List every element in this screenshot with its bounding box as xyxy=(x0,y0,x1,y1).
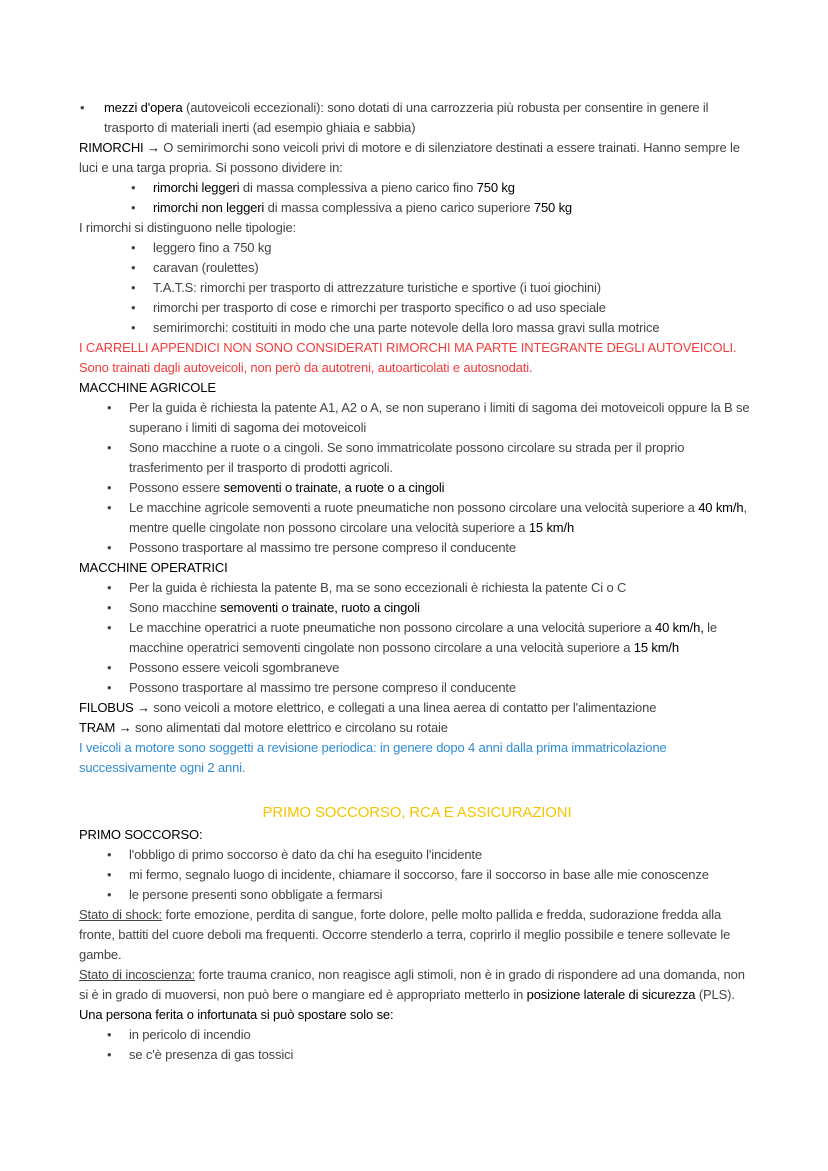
paragraph xyxy=(79,905,755,965)
text: MACCHINE AGRICOLE xyxy=(79,380,216,395)
bullet-icon: • xyxy=(131,280,136,295)
text: leggero fino a 750 kg xyxy=(153,240,272,255)
bullet-icon: • xyxy=(107,680,112,695)
list-item xyxy=(79,178,755,198)
text: , mentre quelle cingolate non possono circolare una velocità superiore a xyxy=(129,500,747,535)
list-item xyxy=(79,278,755,298)
bold-text: semoventi o trainate, a ruote o a cingoli xyxy=(223,480,445,495)
text: Le macchine operatrici a ruote pneumatiche non possono circolare a una velocità superiore a xyxy=(129,620,656,635)
text: rimorchi per trasporto di cose e rimorchi per trasporto specifico o ad uso speciale xyxy=(153,300,606,315)
paragraph xyxy=(79,1005,755,1025)
bullet-icon: • xyxy=(107,500,112,515)
text: sono veicoli a motore elettrico, e collegati a una linea aerea di contatto per l'alimentazione xyxy=(153,700,657,715)
bullet-icon: • xyxy=(107,580,112,595)
paragraph xyxy=(79,698,755,718)
bold-text: posizione laterale di sicurezza xyxy=(526,987,696,1002)
text: mi fermo, segnalo luogo di incidente, chiamare il soccorso, fare il soccorso in base alle mie conoscenze xyxy=(129,867,709,882)
list-item xyxy=(79,885,755,905)
bullet-icon: • xyxy=(107,600,112,615)
bullet-icon: • xyxy=(80,100,85,115)
text: Possono essere veicoli sgombraneve xyxy=(129,660,340,675)
list-item xyxy=(79,578,755,598)
list-item xyxy=(79,845,755,865)
bold-text: 15 km/h xyxy=(633,640,679,655)
paragraph xyxy=(79,218,755,238)
bold-text: rimorchi leggeri xyxy=(153,180,240,195)
text: in pericolo di incendio xyxy=(129,1027,251,1042)
bullet-icon: • xyxy=(107,847,112,862)
list-item xyxy=(79,538,755,558)
bold-text: semoventi o trainate, ruoto a cingoli xyxy=(220,600,420,615)
text: PRIMO SOCCORSO, RCA E ASSICURAZIONI xyxy=(262,804,572,821)
text: I veicoli a motore sono soggetti a revisione periodica: in genere dopo 4 anni dalla prima immatricolazione successivamente ogni 2 anni. xyxy=(79,740,667,775)
list-item xyxy=(79,398,755,438)
text: le persone presenti sono obbligate a fermarsi xyxy=(129,887,383,902)
list-item xyxy=(79,618,755,658)
bold-text: 40 km/h, xyxy=(655,620,704,635)
bold-text: 750 kg xyxy=(476,180,515,195)
bullet-icon: • xyxy=(107,887,112,902)
underlined-label: Stato di incoscienza: xyxy=(79,967,196,982)
bullet-icon: • xyxy=(107,660,112,675)
bullet-icon: • xyxy=(107,867,112,882)
text: di massa complessiva a pieno carico superiore xyxy=(264,200,534,215)
list-item xyxy=(79,298,755,318)
document-page xyxy=(79,98,755,1065)
text: I CARRELLI APPENDICI NON SONO CONSIDERATI RIMORCHI MA PARTE INTEGRANTE DEGLI AUTOVEICOLI. Sono trainati dagli autoveicoli, non però da autotreni, autoarticolati e autosnodati. xyxy=(79,340,737,375)
section-title xyxy=(79,803,755,823)
text: le macchine operatrici semoventi cingolate non possono circolare a una velocità superiore a xyxy=(129,620,717,655)
paragraph xyxy=(79,738,755,778)
text: T.A.T.S: rimorchi per trasporto di attrezzature turistiche e sportive (i tuoi giochini) xyxy=(153,280,601,295)
paragraph xyxy=(79,825,755,845)
bold-text: 750 kg xyxy=(533,200,573,215)
bullet-icon: • xyxy=(107,1027,112,1042)
paragraph xyxy=(79,338,755,378)
text: l'obbligo di primo soccorso è dato da chi ha eseguito l'incidente xyxy=(129,847,482,862)
bullet-icon: • xyxy=(131,200,136,215)
text: Per la guida è richiesta la patente B, ma se sono eccezionali è richiesta la patente Ci o C xyxy=(129,580,627,595)
text: forte trauma cranico, non reagisce agli stimoli, non è in grado di rispondere ad una domanda, non si è in grado di muoversi, non può bere o mangiare ed è appropriato metterlo in xyxy=(79,967,745,1002)
text: Una persona ferita o infortunata si può spostare solo se: xyxy=(79,1007,394,1022)
text: Sono macchine a ruote o a cingoli. Se sono immatricolate possono circolare su strada per il proprio trasferimento per il trasporto di prodotti agricoli. xyxy=(129,440,685,475)
bullet-icon: • xyxy=(107,1047,112,1062)
bullet-icon: • xyxy=(131,300,136,315)
bold-text: rimorchi non leggeri xyxy=(153,200,265,215)
text: caravan (roulettes) xyxy=(153,260,259,275)
bullet-icon: • xyxy=(131,260,136,275)
bold-text: 15 km/h xyxy=(528,520,575,535)
list-item xyxy=(79,438,755,478)
list-item xyxy=(79,238,755,258)
bold-text: TRAM → xyxy=(79,720,136,735)
bullet-icon: • xyxy=(107,480,112,495)
bold-text: RIMORCHI → xyxy=(79,140,164,155)
list-item xyxy=(79,598,755,618)
text: MACCHINE OPERATRICI xyxy=(79,560,228,575)
list-item xyxy=(79,1045,755,1065)
text: Possono essere xyxy=(129,480,224,495)
list-item xyxy=(79,318,755,338)
bold-text: FILOBUS → xyxy=(79,700,154,715)
paragraph xyxy=(79,378,755,398)
text: (autoveicoli eccezionali): sono dotati di una carrozzeria più robusta per consentire in genere il trasporto di materiali inerti (ad esempio ghiaia e sabbia) xyxy=(104,100,709,135)
bold-text: 40 km/h xyxy=(698,500,744,515)
paragraph xyxy=(79,965,755,1005)
list-item xyxy=(79,498,755,538)
bullet-icon: • xyxy=(131,240,136,255)
text: Sono macchine xyxy=(129,600,221,615)
text: Per la guida è richiesta la patente A1, A2 o A, se non superano i limiti di sagoma dei motoveicoli oppure la B se superano i limiti di sagoma dei motoveicoli xyxy=(129,400,750,435)
text: (PLS). xyxy=(695,987,735,1002)
paragraph xyxy=(79,138,755,178)
text: Possono trasportare al massimo tre persone compreso il conducente xyxy=(129,540,516,555)
list-item xyxy=(79,198,755,218)
bullet-icon: • xyxy=(107,540,112,555)
list-item xyxy=(79,865,755,885)
text: Le macchine agricole semoventi a ruote pneumatiche non possono circolare una velocità superiore a xyxy=(129,500,699,515)
text: sono alimentati dal motore elettrico e circolano su rotaie xyxy=(135,720,448,735)
text: di massa complessiva a pieno carico fino xyxy=(239,180,477,195)
text: I rimorchi si distinguono nelle tipologie: xyxy=(79,220,296,235)
list-item xyxy=(79,478,755,498)
text: PRIMO SOCCORSO: xyxy=(79,827,203,842)
bullet-icon: • xyxy=(131,320,136,335)
text: se c'è presenza di gas tossici xyxy=(129,1047,294,1062)
list-item xyxy=(79,1025,755,1045)
bullet-icon: • xyxy=(107,400,112,415)
text: O semirimorchi sono veicoli privi di motore e di silenziatore destinati a essere trainati. Hanno sempre le luci e una targa propria. Si possono dividere in: xyxy=(79,140,740,175)
underlined-label: Stato di shock: xyxy=(79,907,163,922)
bullet-icon: • xyxy=(107,440,112,455)
bullet-icon: • xyxy=(107,620,112,635)
text: Possono trasportare al massimo tre persone compreso il conducente xyxy=(129,680,516,695)
paragraph xyxy=(79,718,755,738)
list-item xyxy=(79,258,755,278)
list-item xyxy=(79,658,755,678)
paragraph xyxy=(79,558,755,578)
list-item xyxy=(79,98,755,138)
text: forte emozione, perdita di sangue, forte dolore, pelle molto pallida e fredda, sudorazione fredda alla fronte, battiti del cuore deboli ma frequenti. Occorre stenderlo a terra, coprirlo il meglio possibile e tenere sollevate le gambe. xyxy=(79,907,731,962)
bullet-icon: • xyxy=(131,180,136,195)
bold-text: mezzi d'opera xyxy=(104,100,183,115)
text: semirimorchi: costituiti in modo che una parte notevole della loro massa gravi sulla motrice xyxy=(153,320,660,335)
list-item xyxy=(79,678,755,698)
